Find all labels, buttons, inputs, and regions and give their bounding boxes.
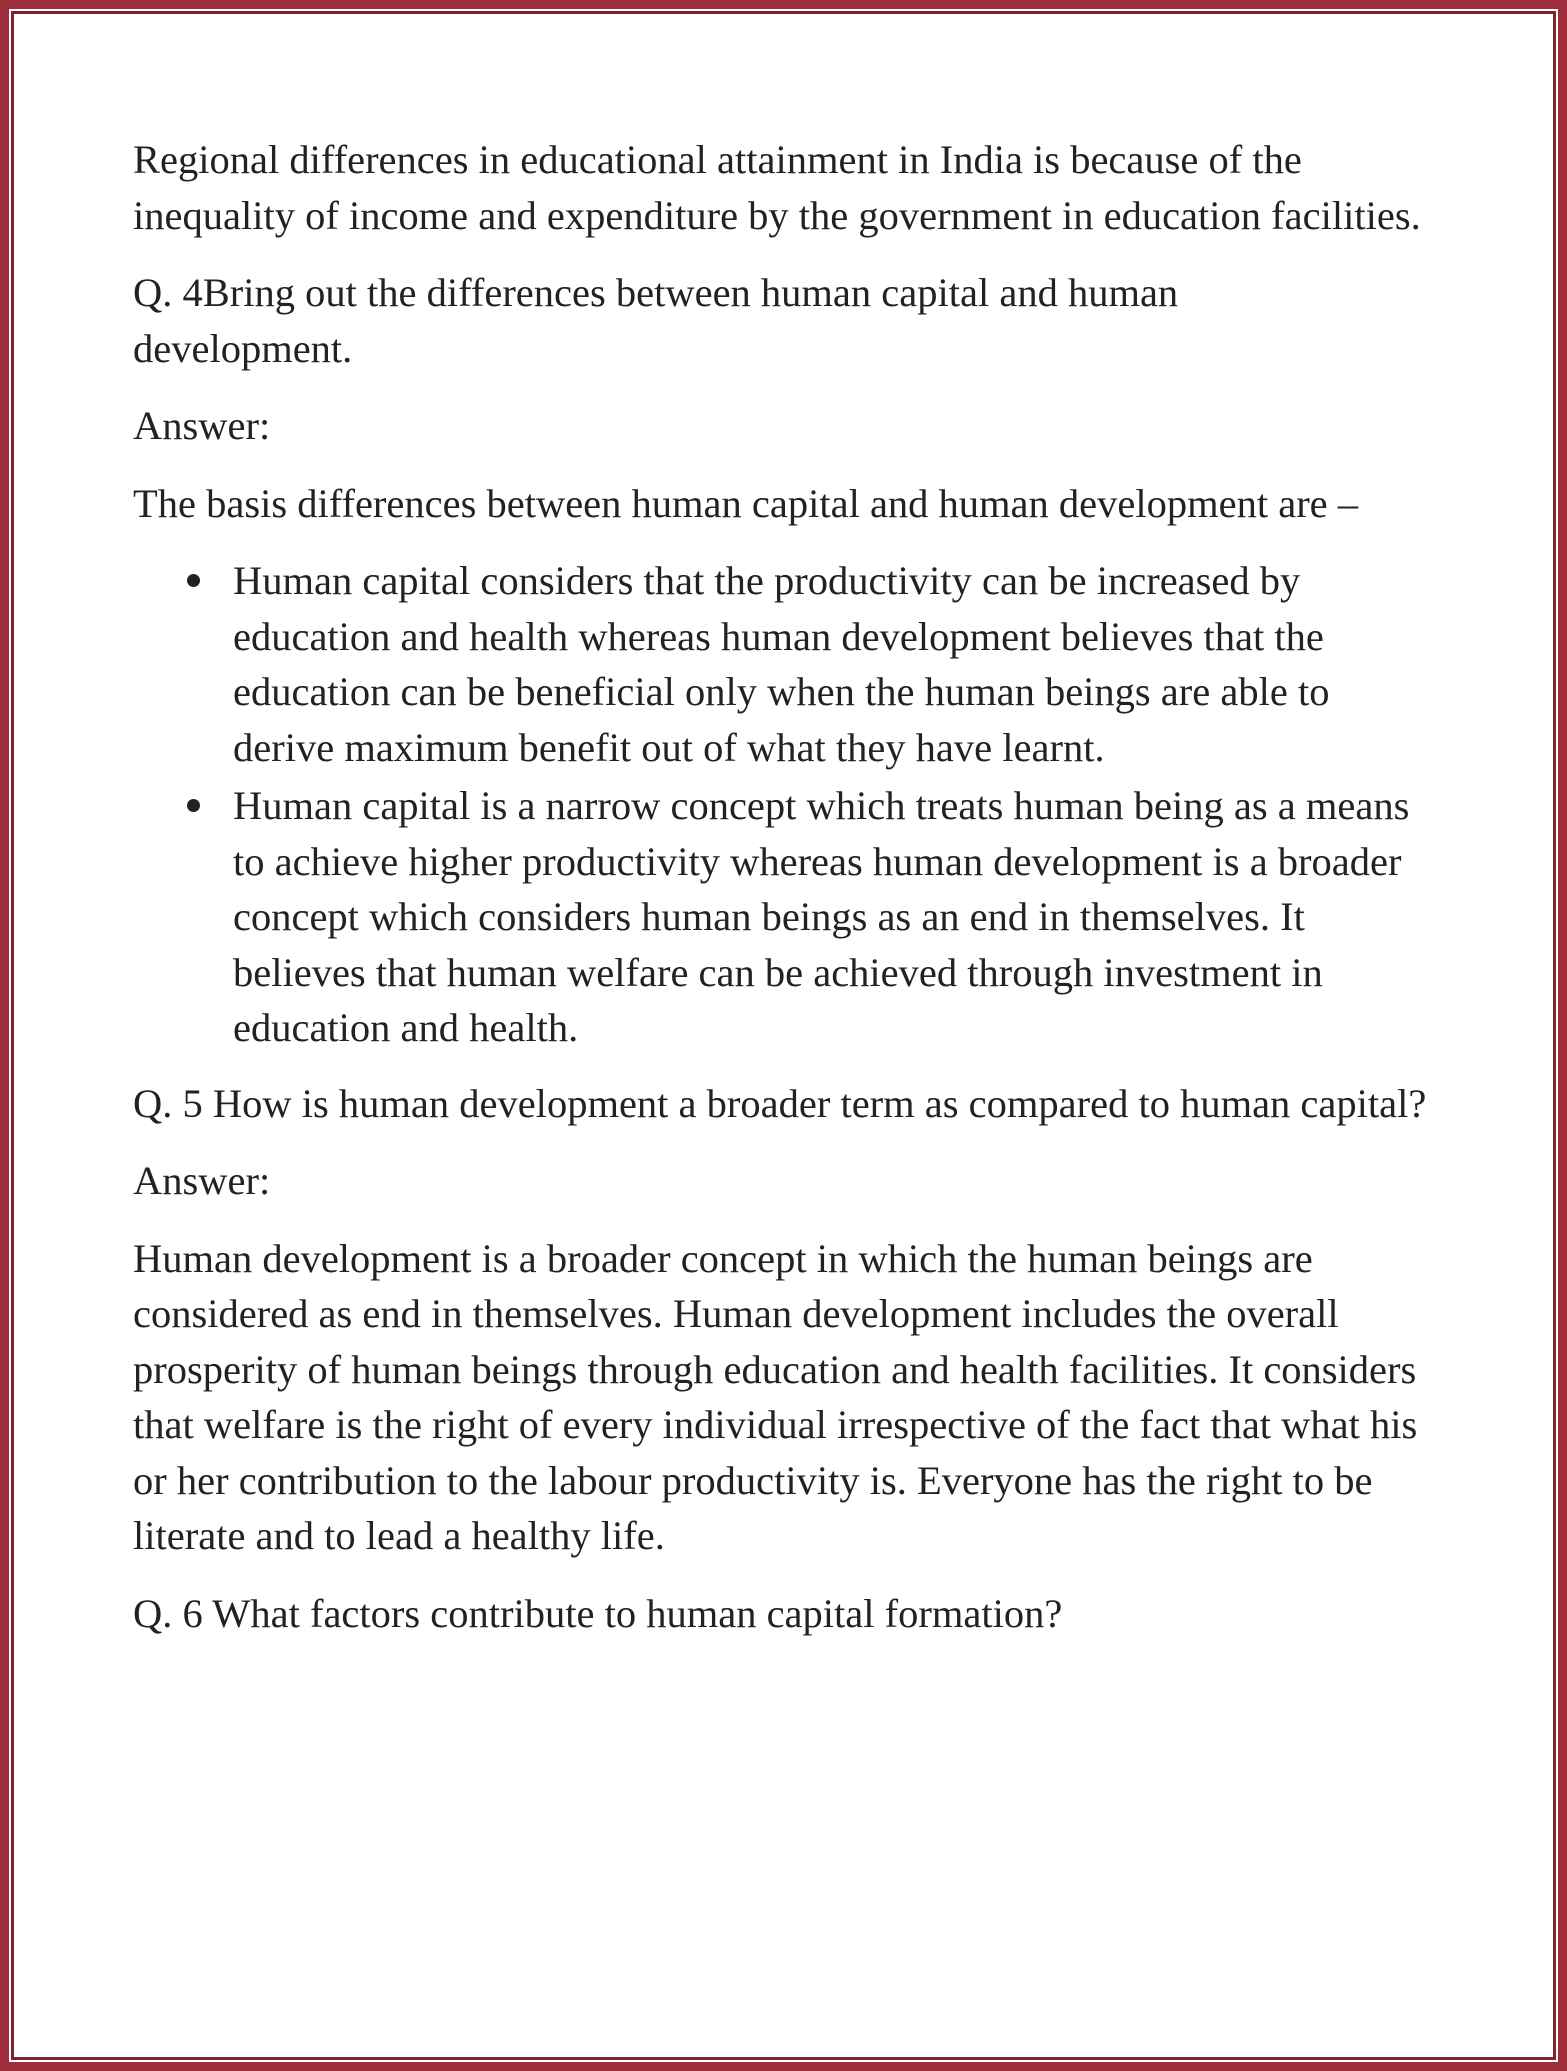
list-item-text: Human capital considers that the productivity can be increased by education and health whereas human development believes that the education can be beneficial only when the human beings are able to derive maximum benefit out of what they have learnt. [233,558,1330,770]
intro-paragraph: Regional differences in educational attainment in India is because of the inequality of income and expenditure by the government in education facilities. [133,137,1421,238]
answer-label-q5: Answer: [133,1158,271,1203]
question-6: Q. 6 What factors contribute to human capital formation? [133,1590,1063,1636]
answer-label-q4: Answer: [133,403,271,448]
list-item [133,778,1433,1056]
list-item [133,553,1433,775]
question-5: Q. 5 How is human development a broader term as compared to human capital? [133,1080,1427,1126]
document-page [133,132,1453,1663]
question-4: Q. 4Bring out the differences between human capital and human development. [133,270,1179,371]
bullet-icon [187,799,200,812]
bullet-icon [187,574,200,587]
list-item-text: Human capital is a narrow concept which treats human being as a means to achieve higher productivity whereas human development is a broader concept which considers human beings as an end in themselves. It believes that human welfare can be achieved through investment in education and health. [233,783,1410,1050]
answer-q5: Human development is a broader concept in which the human beings are considered as end in themselves. Human development includes the overall prosperity of human beings through education and health facilities. It considers that welfare is the right of every individual irrespective of the fact that what his or her contribution to the labour productivity is. Everyone has the right to be literate and to lead a healthy life. [133,1235,1418,1558]
differences-list [133,553,1453,1056]
answer-intro-q4: The basis differences between human capital and human development are – [133,480,1359,526]
